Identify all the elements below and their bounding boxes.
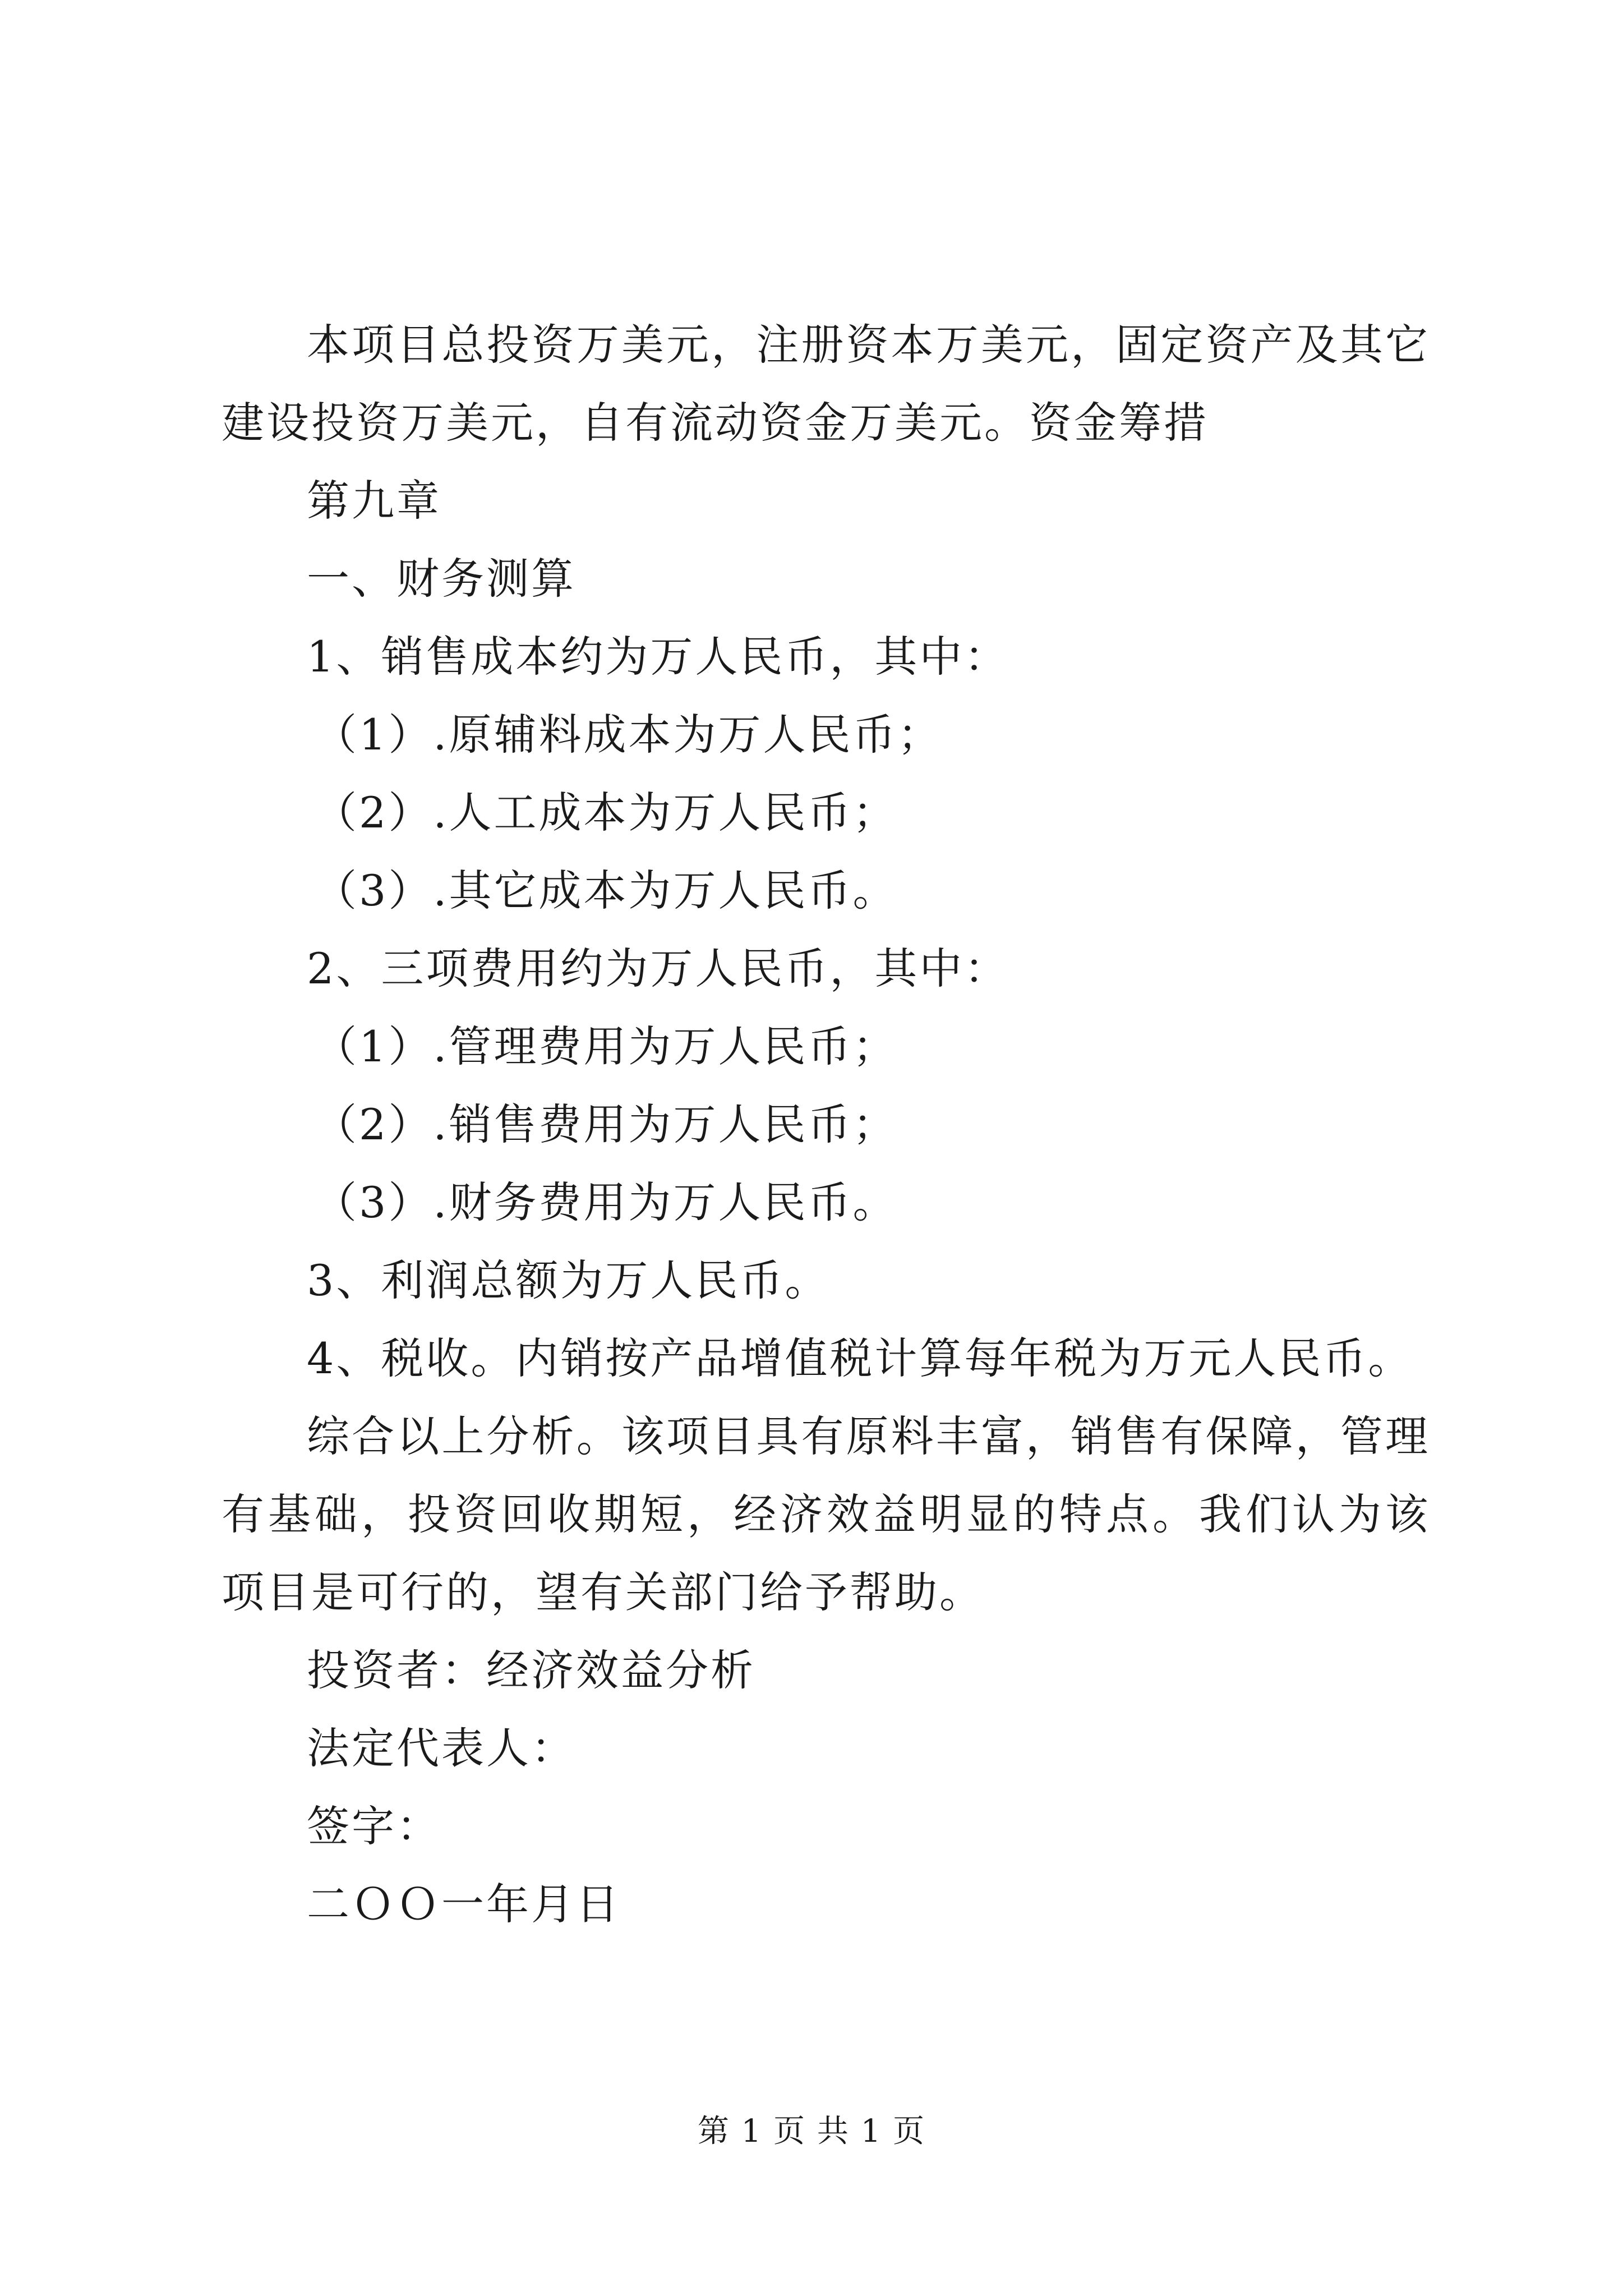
signature-legal-rep: 法定代表人： bbox=[307, 1723, 576, 1773]
signature-date: 二ＯＯ一年月日 bbox=[307, 1879, 621, 1929]
sub-list-item: （1）.管理费用为万人民币； bbox=[314, 1022, 898, 1071]
list-item: 4、税收。内销按产品增值税计算每年税为万元人民币。 bbox=[307, 1333, 1413, 1383]
page-footer: 第 1 页 共 1 页 bbox=[697, 2113, 926, 2150]
list-item: 3、利润总额为万人民币。 bbox=[307, 1255, 830, 1305]
section-heading: 一、财务测算 bbox=[307, 554, 576, 604]
chapter-heading: 第九章 bbox=[307, 476, 441, 526]
document-body bbox=[222, 306, 1430, 1943]
list-item: 1、销售成本约为万人民币，其中： bbox=[307, 632, 1009, 682]
sub-list-item: （3）.其它成本为万人民币。 bbox=[314, 866, 898, 915]
sub-list-item: （2）.销售费用为万人民币； bbox=[314, 1099, 898, 1149]
list-item: 2、三项费用约为万人民币，其中： bbox=[307, 944, 1009, 993]
paragraph-investment: 本项目总投资万美元，注册资本万美元，固定资产及其它建设投资万美元，自有流动资金万美元。资金筹措 bbox=[222, 320, 1430, 448]
signature-sign: 签字： bbox=[307, 1801, 441, 1851]
sub-list-item: （3）.财务费用为万人民币。 bbox=[314, 1177, 898, 1227]
signature-investor: 投资者：经济效益分析 bbox=[307, 1645, 755, 1695]
sub-list-item: （1）.原辅料成本为万人民币； bbox=[314, 710, 943, 760]
sub-list-item: （2）.人工成本为万人民币； bbox=[314, 788, 898, 838]
paragraph-conclusion: 综合以上分析。该项目具有原料丰富，销售有保障，管理有基础，投资回收期短，经济效益明显的特点。我们认为该项目是可行的，望有关部门给予帮助。 bbox=[222, 1411, 1430, 1617]
